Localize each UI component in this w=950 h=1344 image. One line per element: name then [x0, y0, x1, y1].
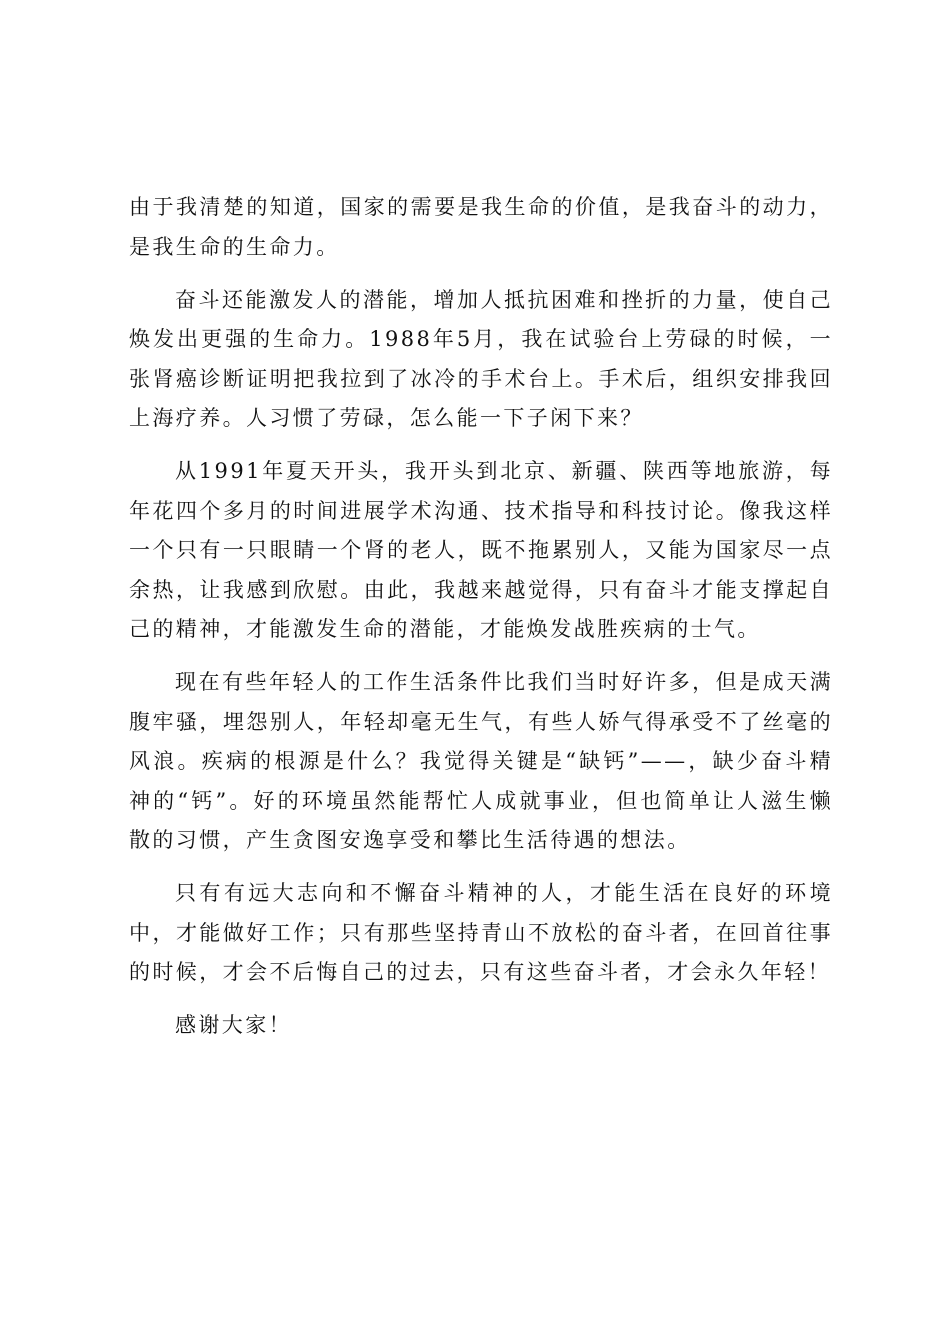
paragraph-young-people: 现在有些年轻人的工作生活条件比我们当时好许多，但是成天满腹牢骚，埋怨别人，年轻却毫无生气，有些人娇气得承受不了丝毫的风浪。疾病的根源是什么？我觉得关键是“缺钙”——，缺少奋斗精神的“钙”。好的环境虽然能帮忙人成就事业，但也简单让人滋生懒散的习惯，产生贪图安逸享受和攀比生活待遇的想法。 [129, 670, 833, 852]
paragraph-potential: 奋斗还能激发人的潜能，增加人抵抗困难和挫折的力量，使自己焕发出更强的生命力。1988年5月，我在试验台上劳碌的时候，一张肾癌诊断证明把我拉到了冰冷的手术台上。手术后，组织安排我回上海疗养。人习惯了劳碌，怎么能一下子闲下来？ [129, 287, 833, 430]
paragraph-travel: 从1991年夏天开头，我开头到北京、新疆、陕西等地旅游，每年花四个多月的时间进展学术沟通、技术指导和科技讨论。像我这样一个只有一只眼睛一个肾的老人，既不拖累别人，又能为国家尽一点余热，让我感到欣慰。由此，我越来越觉得，只有奋斗才能支撑起自己的精神，才能激发生命的潜能，才能焕发战胜疾病的士气。 [129, 459, 833, 641]
paragraph-ambition: 只有有远大志向和不懈奋斗精神的人，才能生活在良好的环境中，才能做好工作；只有那些坚持青山不放松的奋斗者，在回首往事的时候，才会不后悔自己的过去，只有这些奋斗者，才会永久年轻！ [129, 881, 833, 984]
paragraph-continuation: 由于我清楚的知道，国家的需要是我生命的价值，是我奋斗的动力，是我生命的生命力。 [129, 195, 833, 259]
document-body [129, 188, 833, 1059]
paragraph-thanks: 感谢大家！ [175, 1013, 292, 1037]
